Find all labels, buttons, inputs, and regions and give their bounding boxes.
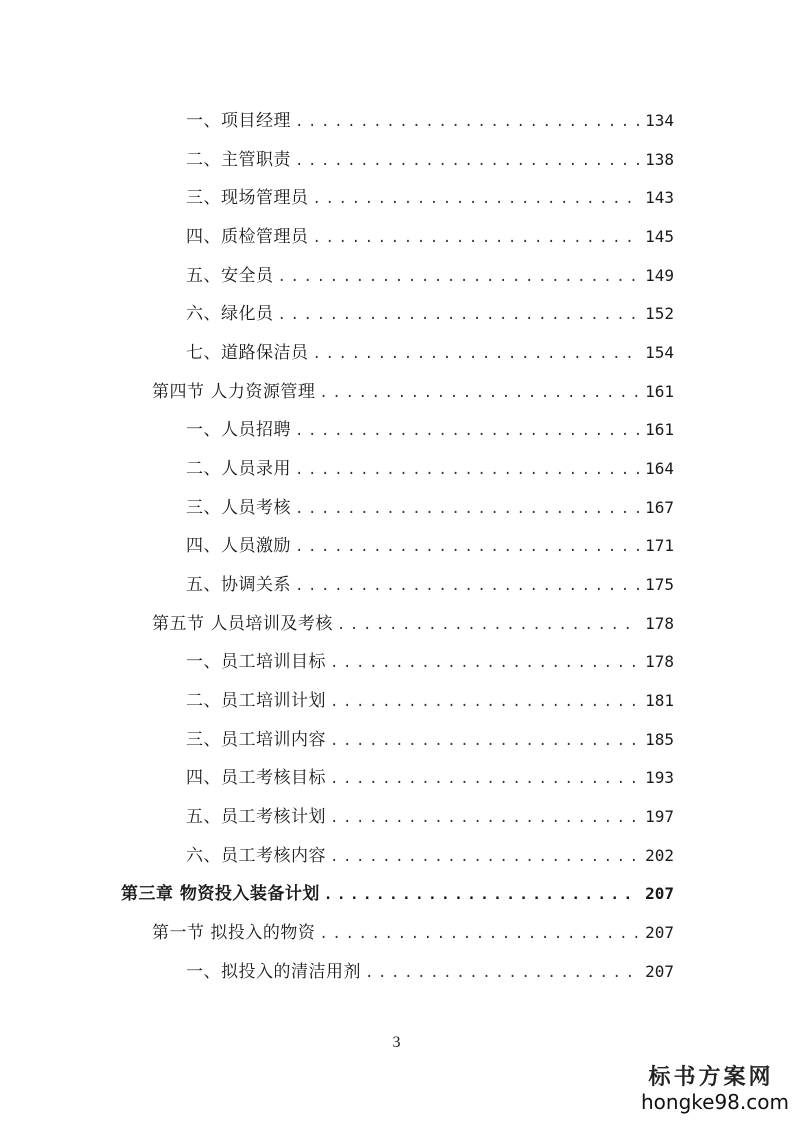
toc-entry[interactable] (186, 844, 674, 868)
toc-entry[interactable] (186, 689, 674, 713)
toc-entry[interactable] (186, 302, 674, 326)
toc-entry-title: 第一节 拟投入的物资 (152, 923, 316, 943)
toc-entry-page: 161 (645, 382, 674, 401)
toc-entry[interactable] (186, 148, 674, 172)
toc-leader-dots (278, 265, 640, 288)
toc-leader-dots (330, 690, 639, 713)
toc-entry-page: 138 (645, 150, 674, 169)
toc-entry-page: 149 (645, 266, 674, 285)
toc-entry-title: 一、项目经理 (186, 111, 291, 131)
toc-leader-dots (365, 961, 639, 984)
toc-leader-dots (295, 419, 639, 442)
toc-leader-dots (278, 303, 640, 326)
watermark-logo (641, 1064, 789, 1114)
toc-entry[interactable] (186, 225, 674, 249)
toc-entry-title: 二、员工培训计划 (186, 691, 326, 711)
toc-entry[interactable] (186, 728, 674, 752)
toc-leader-dots (313, 342, 640, 365)
toc-entry-title: 第四节 人力资源管理 (152, 382, 316, 402)
toc-entry-title: 一、人员招聘 (186, 420, 291, 440)
toc-leader-dots (319, 922, 639, 945)
toc-section-entry[interactable] (152, 612, 674, 636)
toc-leader-dots (295, 110, 639, 133)
toc-entry-title: 六、员工考核内容 (186, 846, 326, 866)
toc-entry[interactable] (186, 650, 674, 674)
toc-entry-page: 185 (645, 730, 674, 749)
toc-entry[interactable] (186, 766, 674, 790)
toc-entry-title: 四、员工考核目标 (186, 768, 326, 788)
page-number: 3 (392, 1034, 401, 1051)
toc-entry[interactable] (186, 186, 674, 210)
toc-entry[interactable] (186, 457, 674, 481)
toc-leader-dots (330, 651, 639, 674)
toc-entry-page: 161 (645, 420, 674, 439)
toc-leader-dots (295, 497, 639, 520)
toc-leader-dots (337, 613, 639, 636)
toc-entry-title: 一、员工培训目标 (186, 652, 326, 672)
toc-entry-title: 三、现场管理员 (186, 188, 309, 208)
watermark-url: hongke98.com (641, 1090, 789, 1114)
toc-leader-dots (324, 883, 639, 906)
toc-leader-dots (313, 226, 640, 249)
toc-leader-dots (319, 381, 639, 404)
toc-entry-title: 第三章 物资投入装备计划 (121, 884, 320, 904)
toc-entry-title: 五、协调关系 (186, 575, 291, 595)
toc-entry[interactable] (186, 341, 674, 365)
toc-entry-title: 五、员工考核计划 (186, 807, 326, 827)
toc-entry-page: 193 (645, 768, 674, 787)
toc-entry[interactable] (186, 418, 674, 442)
toc-entry[interactable] (186, 264, 674, 288)
toc-leader-dots (295, 458, 639, 481)
toc-entry-page: 207 (645, 962, 674, 981)
toc-chapter-entry[interactable] (121, 882, 674, 906)
toc-entry-page: 178 (645, 652, 674, 671)
toc-entry[interactable] (186, 960, 674, 984)
toc-section-entry[interactable] (152, 921, 674, 945)
toc-entry-title: 第五节 人员培训及考核 (152, 614, 333, 634)
toc-leader-dots (330, 729, 639, 752)
toc-entry-page: 152 (645, 304, 674, 323)
toc-entry-title: 七、道路保洁员 (186, 343, 309, 363)
toc-entry-page: 178 (645, 614, 674, 633)
toc-entry-title: 三、人员考核 (186, 498, 291, 518)
toc-entry-page: 171 (645, 536, 674, 555)
toc-entry[interactable] (186, 496, 674, 520)
toc-entry[interactable] (186, 534, 674, 558)
toc-entry-title: 四、人员激励 (186, 536, 291, 556)
toc-entry-page: 164 (645, 459, 674, 478)
toc-entry-title: 五、安全员 (186, 266, 274, 286)
toc-entry-page: 207 (645, 884, 674, 903)
toc-entry-page: 167 (645, 498, 674, 517)
toc-leader-dots (313, 187, 640, 210)
toc-entry[interactable] (186, 109, 674, 133)
toc-leader-dots (330, 845, 639, 868)
toc-entry-page: 175 (645, 575, 674, 594)
toc-leader-dots (330, 767, 639, 790)
toc-entry-page: 154 (645, 343, 674, 362)
toc-entry-page: 181 (645, 691, 674, 710)
toc-entry-title: 二、主管职责 (186, 150, 291, 170)
toc-leader-dots (295, 149, 639, 172)
toc-leader-dots (330, 806, 639, 829)
toc-leader-dots (295, 535, 639, 558)
toc-entry-title: 二、人员录用 (186, 459, 291, 479)
toc-entry-title: 一、拟投入的清洁用剂 (186, 962, 361, 982)
toc-entry-title: 六、绿化员 (186, 304, 274, 324)
toc-entry-page: 202 (645, 846, 674, 865)
watermark-name: 标书方案网 (648, 1064, 774, 1090)
toc-entry-page: 143 (645, 188, 674, 207)
toc-entry-page: 134 (645, 111, 674, 130)
toc-leader-dots (295, 574, 639, 597)
toc-entry[interactable] (186, 805, 674, 829)
toc-entry-title: 三、员工培训内容 (186, 730, 326, 750)
toc-entry-title: 四、质检管理员 (186, 227, 309, 247)
toc-section-entry[interactable] (152, 380, 674, 404)
toc-entry-page: 207 (645, 923, 674, 942)
toc-entry[interactable] (186, 573, 674, 597)
toc-entry-page: 145 (645, 227, 674, 246)
toc-entry-page: 197 (645, 807, 674, 826)
